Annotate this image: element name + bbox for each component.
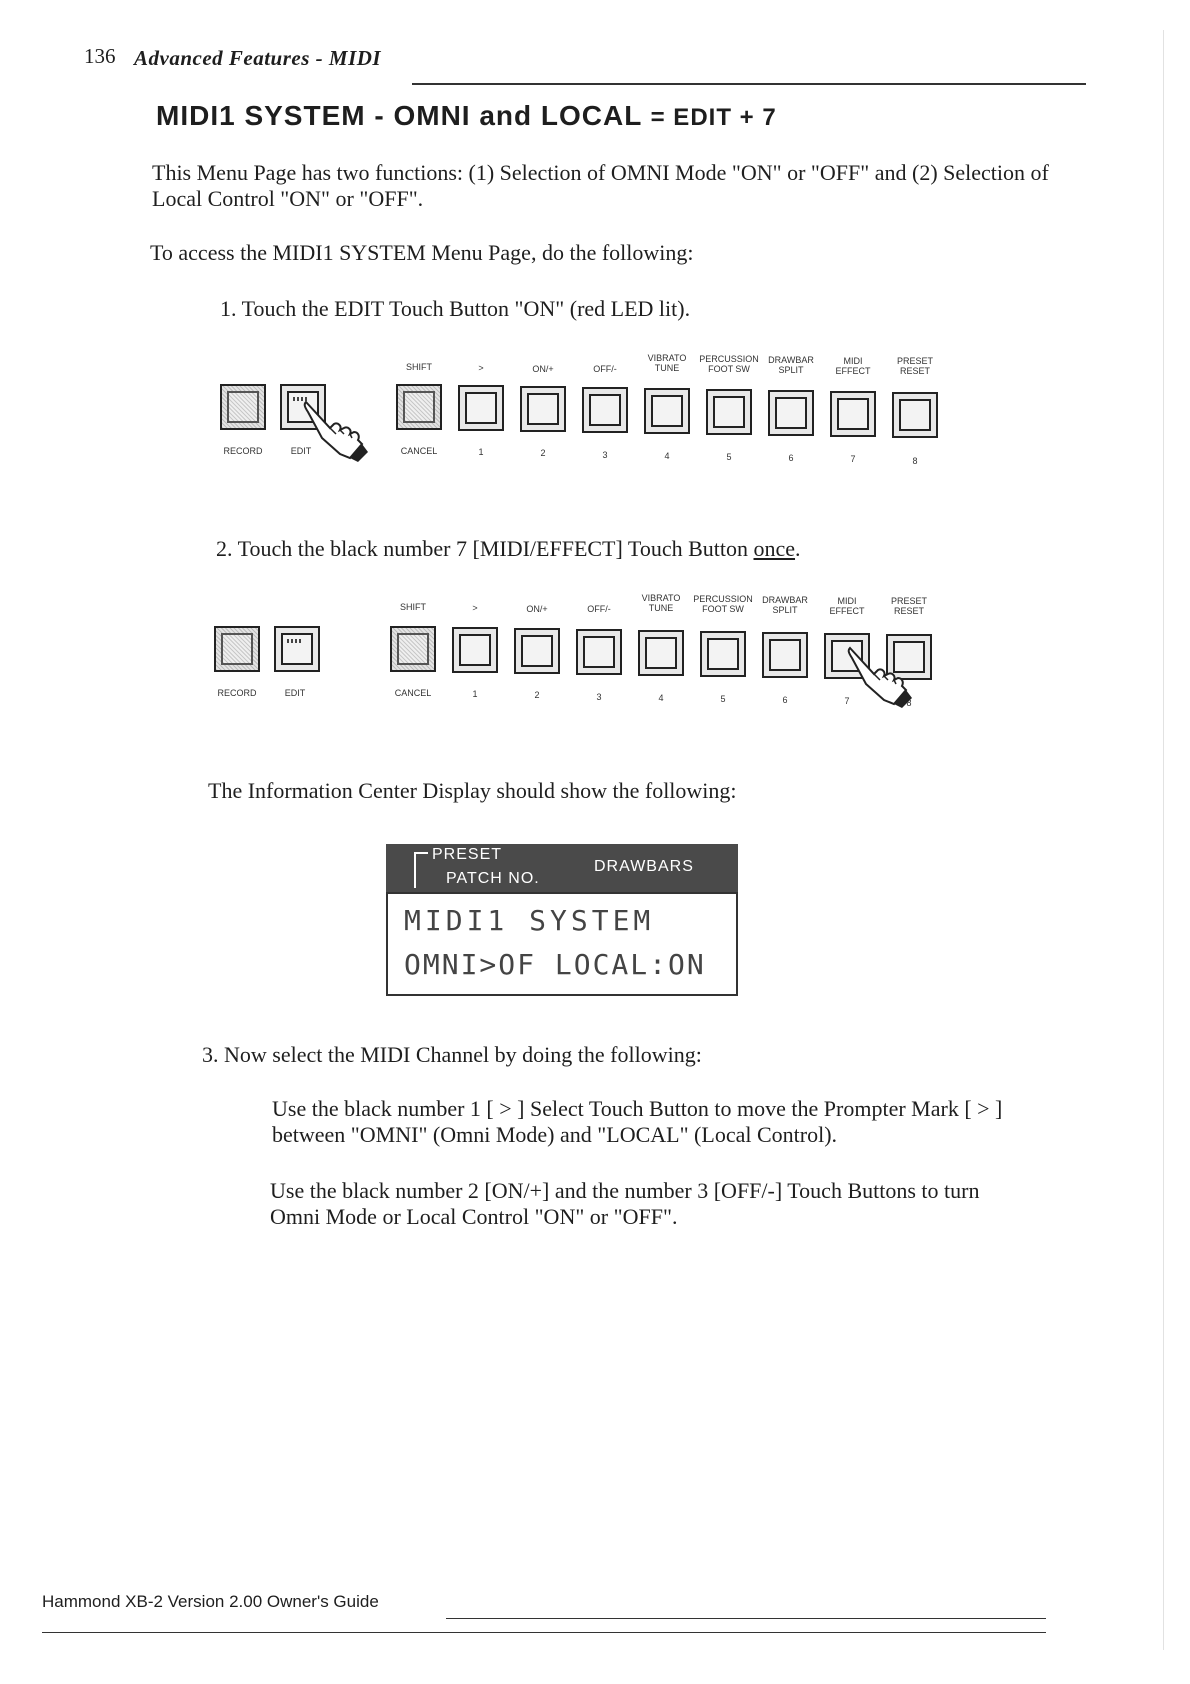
button-face — [527, 393, 559, 425]
display-header — [386, 844, 738, 892]
shift-cancel-top-label: SHIFT — [406, 362, 432, 372]
button-face — [899, 399, 931, 431]
percussion-footsw-5-button[interactable] — [700, 631, 746, 677]
button-face — [221, 633, 253, 665]
page-number: 136 — [84, 44, 116, 68]
display-drawbars-label: DRAWBARS — [594, 858, 694, 875]
control-panel-step2 — [0, 593, 1190, 726]
edit-label: EDIT — [284, 688, 306, 698]
on-plus-2-number-label: 2 — [534, 690, 540, 701]
access-paragraph: To access the MIDI1 SYSTEM Menu Page, do the following: — [150, 240, 694, 265]
edit-label: EDIT — [290, 446, 312, 456]
percussion-footsw-5-number-label: 5 — [726, 452, 732, 462]
display-bracket — [414, 852, 428, 888]
button-face — [281, 633, 313, 665]
vibrato-tune-4-button[interactable] — [638, 630, 684, 676]
running-header: Advanced Features - MIDI — [134, 46, 382, 70]
button-face — [589, 394, 621, 426]
record-label: RECORD — [223, 446, 263, 456]
pointing-hand-midi-effect-icon — [844, 644, 916, 708]
button-face — [707, 638, 739, 670]
shift-cancel-number-label: CANCEL — [394, 688, 432, 698]
on-plus-2-button[interactable] — [514, 628, 560, 674]
button-face — [403, 391, 435, 423]
off-minus-3-button[interactable] — [582, 387, 628, 433]
percussion-footsw-5-top-label: PERCUSSION FOOT SW — [693, 594, 753, 614]
on-off-instructions: Use the black number 2 [ON/+] and the number 3 [OFF/-] Touch Buttons to turn Omni Mode or Local Control "ON" or "OFF". — [270, 1178, 980, 1229]
select-instructions: Use the black number 1 [ > ] Select Touch Button to move the Prompter Mark [ > ] between "OMNI" (Omni Mode) and "LOCAL" (Local Control). — [272, 1096, 1003, 1147]
off-minus-3-button[interactable] — [576, 629, 622, 675]
vibrato-tune-4-number-label: 4 — [658, 692, 664, 703]
percussion-footsw-5-top-label: PERCUSSION FOOT SW — [699, 354, 759, 374]
off-minus-3-top-label: OFF/- — [587, 604, 611, 615]
on-plus-2-top-label: ON/+ — [526, 603, 548, 614]
drawbar-split-6-button[interactable] — [762, 632, 808, 678]
button-face — [769, 639, 801, 671]
step-2 — [216, 536, 801, 562]
preset-reset-8-number-label: 8 — [906, 697, 912, 708]
midi-effect-7-button[interactable] — [830, 391, 876, 437]
shift-cancel-button[interactable] — [396, 384, 442, 430]
record-button[interactable] — [220, 384, 266, 430]
drawbar-split-6-button[interactable] — [768, 390, 814, 436]
select-1-button[interactable] — [458, 385, 504, 431]
drawbar-split-6-top-label: DRAWBAR SPLIT — [768, 354, 814, 375]
select-1-top-label: > — [478, 362, 484, 373]
button-face — [837, 398, 869, 430]
button-face — [583, 636, 615, 668]
select-1-button[interactable] — [452, 627, 498, 673]
percussion-footsw-5-number-label: 5 — [720, 694, 726, 704]
intro-paragraph: This Menu Page has two functions: (1) Selection of OMNI Mode "ON" or "OFF" and (2) Selection of Local Control "ON" or "OFF". — [152, 160, 1049, 211]
step-1: 1. Touch the EDIT Touch Button "ON" (red LED lit). — [220, 296, 691, 321]
off-minus-3-top-label: OFF/- — [593, 364, 617, 375]
preset-reset-8-button[interactable] — [892, 392, 938, 438]
vibrato-tune-4-button[interactable] — [644, 388, 690, 434]
drawbar-split-6-number-label: 6 — [782, 695, 788, 706]
button-face — [465, 392, 497, 424]
preset-reset-8-top-label: PRESET RESET — [890, 596, 927, 617]
control-panel-step1 — [0, 353, 1190, 486]
information-center-display — [386, 844, 738, 996]
edit-button[interactable] — [274, 626, 320, 672]
section-title-text: MIDI1 SYSTEM - OMNI and LOCAL — [156, 100, 642, 131]
section-title — [156, 100, 777, 132]
footer-title: Hammond XB-2 Version 2.00 Owner's Guide — [42, 1592, 379, 1611]
shift-cancel-top-label: SHIFT — [400, 602, 426, 612]
midi-effect-7-top-label: MIDI EFFECT — [835, 355, 871, 376]
step-2-emphasis: once — [753, 536, 796, 561]
section-shortcut: = EDIT + 7 — [650, 104, 777, 131]
preset-reset-8-number-label: 8 — [912, 455, 918, 466]
midi-effect-7-top-label: MIDI EFFECT — [829, 595, 865, 616]
off-minus-3-number-label: 3 — [602, 449, 608, 460]
button-face — [397, 633, 429, 665]
button-face — [651, 395, 683, 427]
button-face — [645, 637, 677, 669]
display-preset-label: PRESET — [432, 846, 503, 863]
step-2-text: 2. Touch the black number 7 [MIDI/EFFECT] Touch Button — [216, 536, 754, 561]
on-plus-2-button[interactable] — [520, 386, 566, 432]
drawbar-split-6-number-label: 6 — [788, 453, 794, 464]
display-screen — [386, 892, 738, 996]
button-face — [227, 391, 259, 423]
vibrato-tune-4-number-label: 4 — [664, 450, 670, 461]
record-label: RECORD — [217, 688, 257, 698]
footer-rule-lower — [42, 1632, 1046, 1633]
select-1-top-label: > — [472, 602, 478, 613]
drawbar-split-6-top-label: DRAWBAR SPLIT — [762, 594, 808, 615]
footer-rule — [446, 1618, 1046, 1619]
on-plus-2-number-label: 2 — [540, 448, 546, 459]
button-face — [775, 397, 807, 429]
select-1-number-label: 1 — [472, 689, 478, 700]
display-line-2: OMNI>OF LOCAL:ON — [404, 948, 706, 981]
page-margin-line — [1163, 30, 1164, 1650]
vibrato-tune-4-top-label: VIBRATO TUNE — [641, 593, 681, 614]
record-button[interactable] — [214, 626, 260, 672]
display-intro: The Information Center Display should show the following: — [208, 778, 737, 803]
button-face — [713, 396, 745, 428]
step-3: 3. Now select the MIDI Channel by doing the following: — [202, 1042, 702, 1067]
select-1-number-label: 1 — [478, 447, 484, 458]
midi-effect-7-number-label: 7 — [850, 454, 856, 465]
preset-reset-8-top-label: PRESET RESET — [896, 356, 933, 377]
header-rule — [412, 83, 1086, 85]
display-line-1: MIDI1 SYSTEM — [404, 904, 655, 937]
display-patch-label: PATCH NO. — [446, 870, 540, 887]
pointing-hand-edit-icon — [300, 398, 372, 462]
button-face — [459, 634, 491, 666]
shift-cancel-number-label: CANCEL — [400, 446, 438, 456]
on-plus-2-top-label: ON/+ — [532, 363, 554, 374]
percussion-footsw-5-button[interactable] — [706, 389, 752, 435]
button-face — [521, 635, 553, 667]
midi-effect-7-number-label: 7 — [844, 696, 850, 707]
vibrato-tune-4-top-label: VIBRATO TUNE — [647, 353, 687, 374]
step-2-end: . — [795, 536, 801, 561]
off-minus-3-number-label: 3 — [596, 691, 602, 702]
shift-cancel-button[interactable] — [390, 626, 436, 672]
